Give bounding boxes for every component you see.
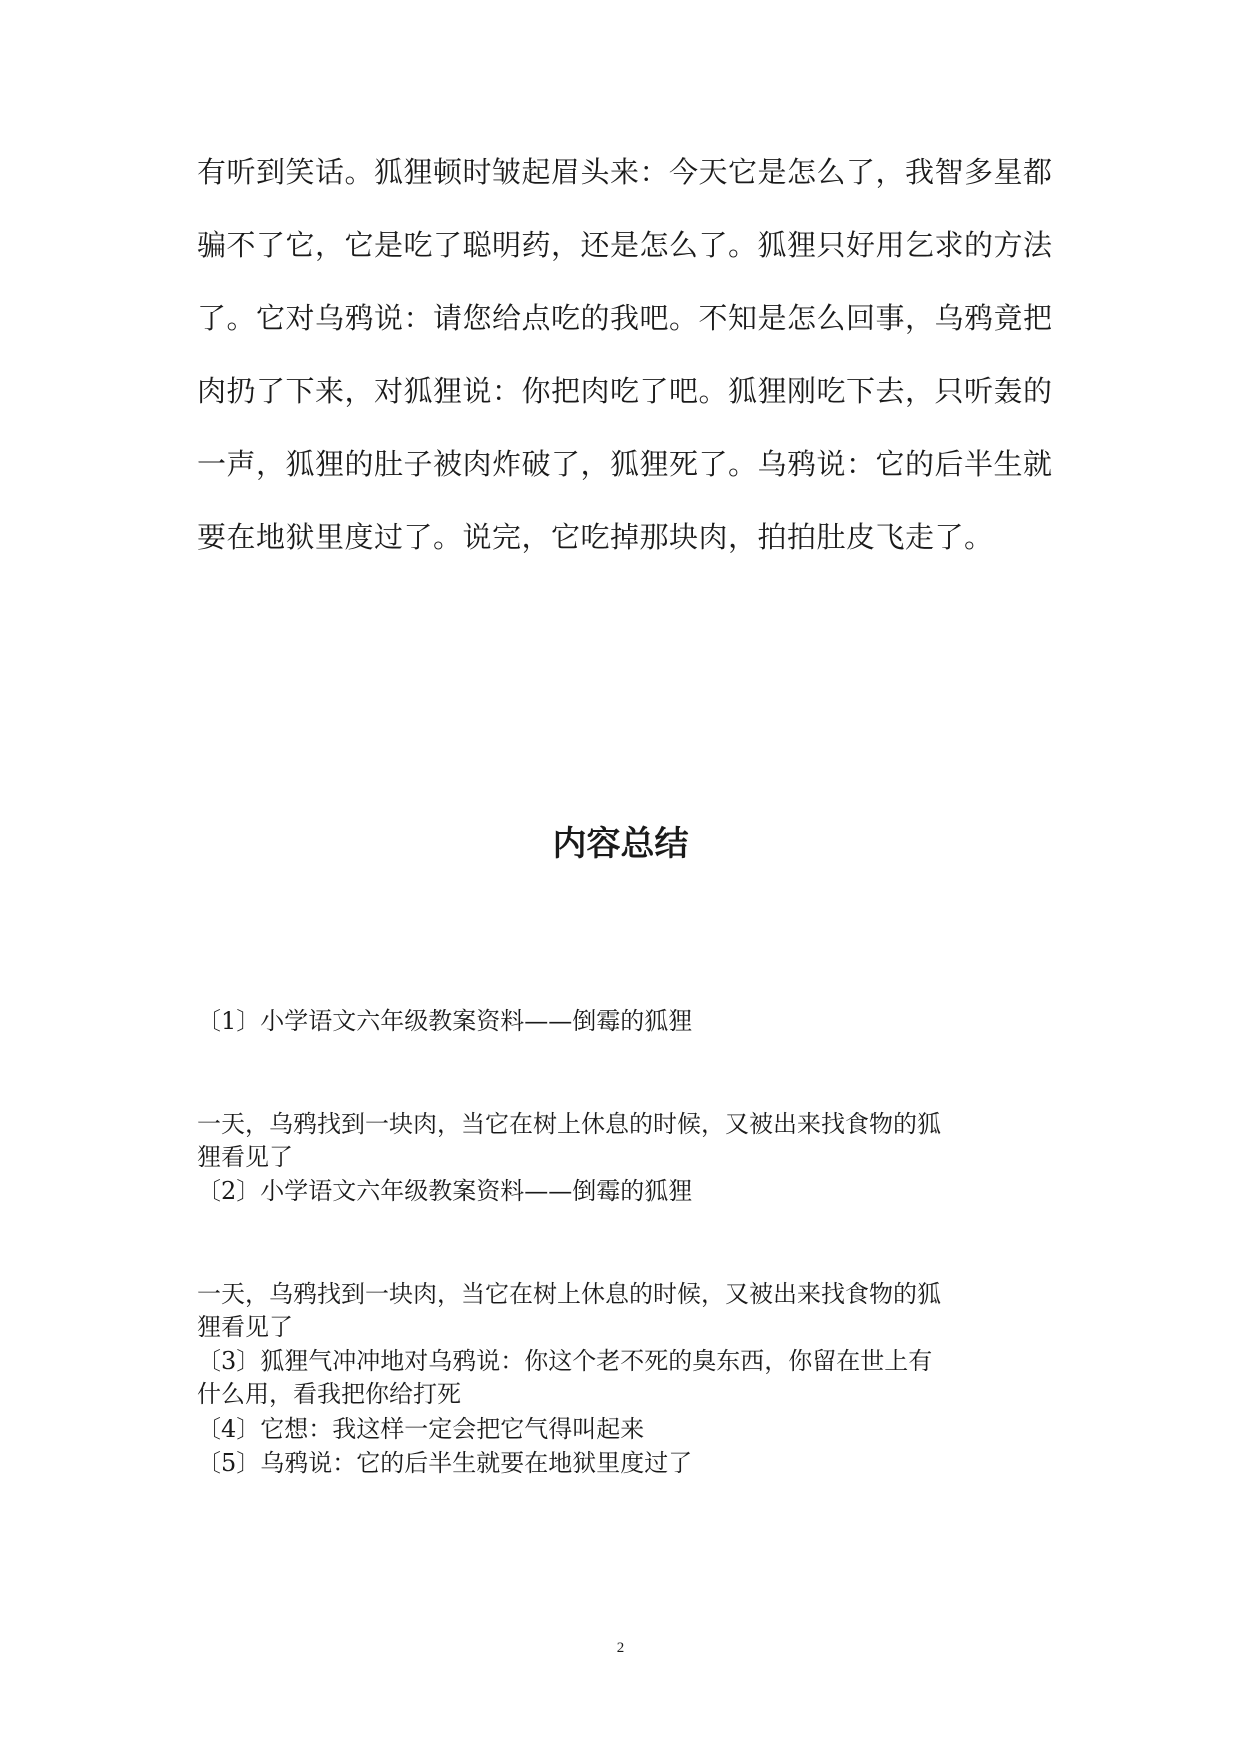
summary-title: 内容总结: [552, 824, 689, 864]
summary-item: 一天，乌鸦找到一块肉，当它在树上休息的时候，又被出来找食物的狐: [197, 1280, 941, 1308]
summary-item: 〔2〕小学语文六年级教案资料——倒霉的狐狸: [197, 1177, 693, 1205]
story-line: 肉扔了下来，对狐狸说：你把肉吃了吧。狐狸刚吃下去，只听轰的: [197, 374, 1053, 408]
summary-item: 狸看见了: [197, 1143, 293, 1171]
summary-item: 〔5〕乌鸦说：它的后半生就要在地狱里度过了: [197, 1449, 693, 1477]
story-line: 有听到笑话。狐狸顿时皱起眉头来：今天它是怎么了，我智多星都: [197, 155, 1053, 189]
story-line: 要在地狱里度过了。说完，它吃掉那块肉，拍拍肚皮飞走了。: [197, 520, 994, 554]
summary-item: 〔4〕它想：我这样一定会把它气得叫起来: [197, 1415, 645, 1443]
summary-item: 一天，乌鸦找到一块肉，当它在树上休息的时候，又被出来找食物的狐: [197, 1110, 941, 1138]
summary-item: 什么用，看我把你给打死: [197, 1380, 461, 1408]
story-line: 了。它对乌鸦说：请您给点吃的我吧。不知是怎么回事，乌鸦竟把: [197, 301, 1053, 335]
page-number: 2: [616, 1640, 625, 1656]
summary-item: 〔1〕小学语文六年级教案资料——倒霉的狐狸: [197, 1007, 693, 1035]
summary-item: 狸看见了: [197, 1313, 293, 1341]
summary-item: 〔3〕狐狸气冲冲地对乌鸦说：你这个老不死的臭东西，你留在世上有: [197, 1347, 933, 1375]
story-line: 骗不了它，它是吃了聪明药，还是怎么了。狐狸只好用乞求的方法: [197, 228, 1053, 262]
story-line: 一声，狐狸的肚子被肉炸破了，狐狸死了。乌鸦说：它的后半生就: [197, 447, 1053, 481]
